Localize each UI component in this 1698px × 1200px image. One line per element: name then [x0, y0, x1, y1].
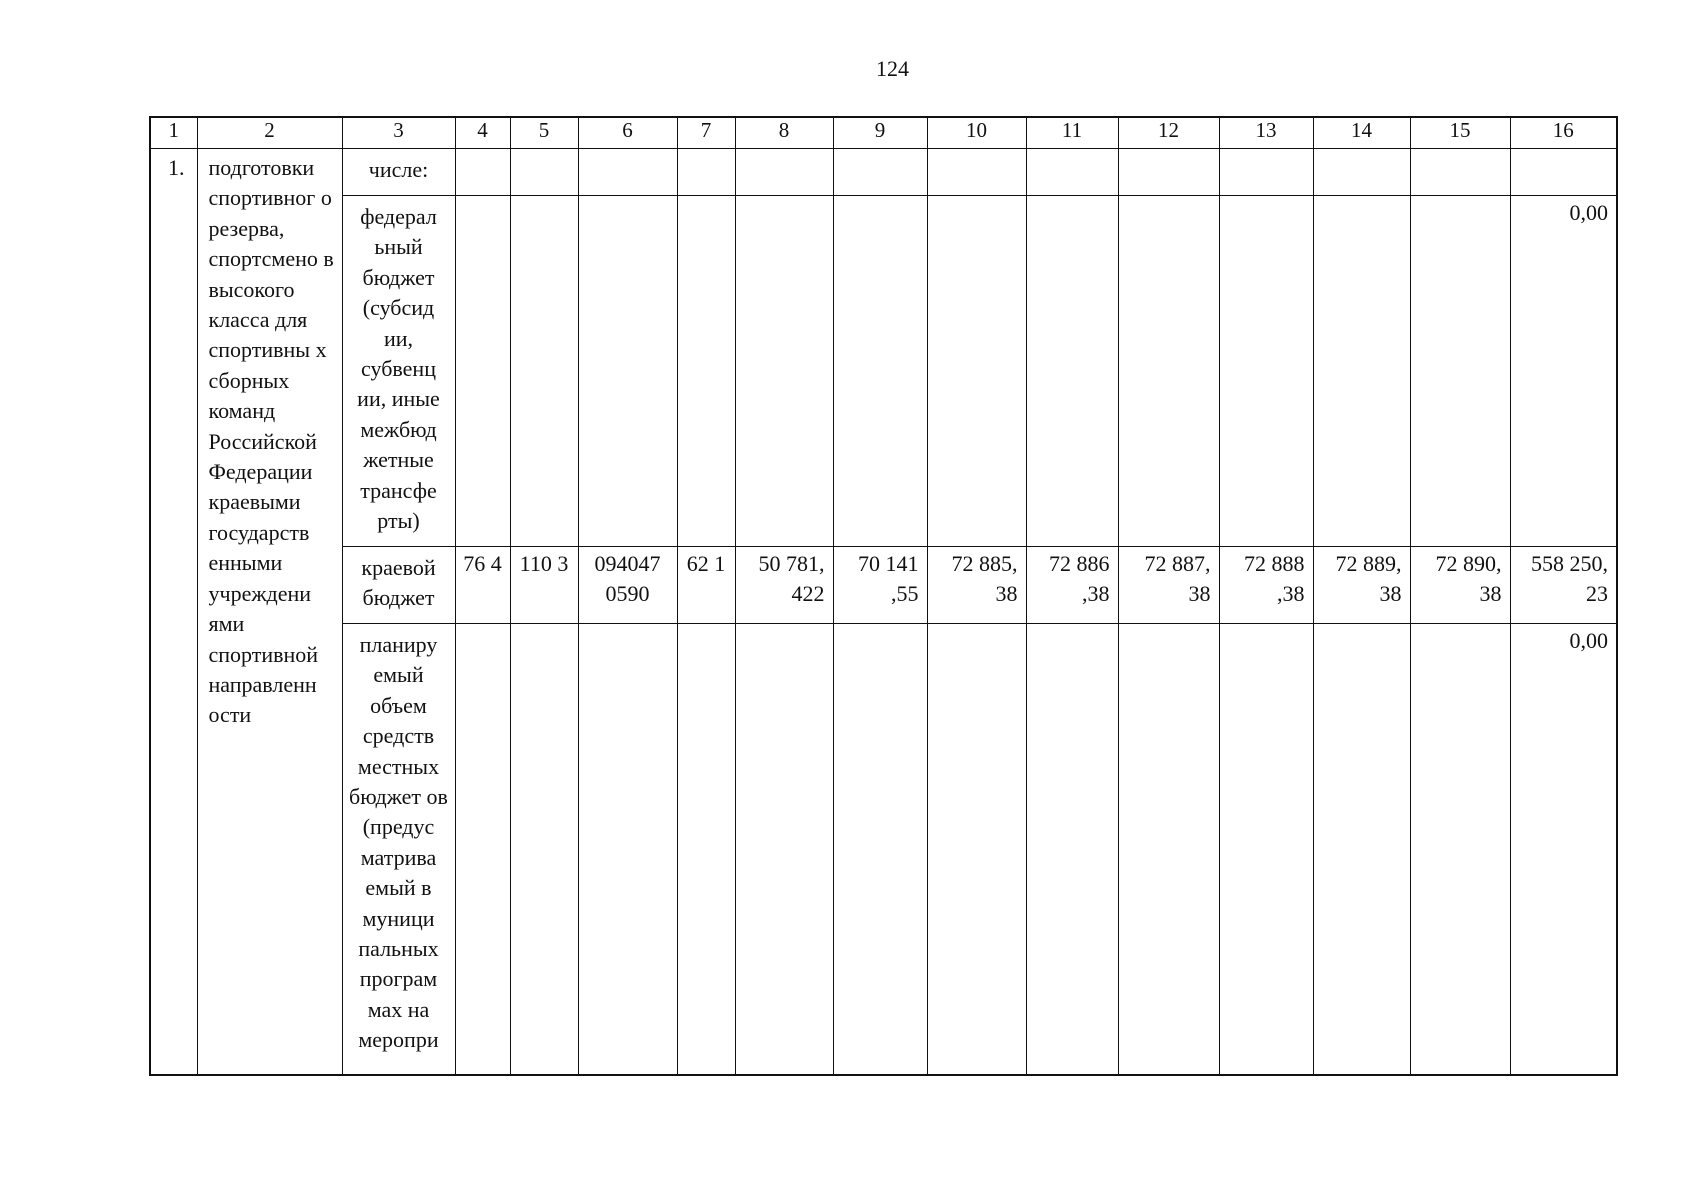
amount-value: 72 886 ,38	[1049, 551, 1110, 607]
table-row	[150, 149, 1617, 196]
amount-value: 72 889, 38	[1335, 551, 1402, 607]
amount-cell	[833, 547, 927, 624]
column-header: 1	[150, 117, 197, 149]
amount-cell	[1026, 547, 1118, 624]
column-header: 2	[197, 117, 342, 149]
source-label: федерал ьный бюджет (субсид ии, субвенц ии, иные межбюд жетные трансфе рты)	[357, 204, 440, 534]
column-header: 14	[1313, 117, 1410, 149]
amount-value: 70 141 ,55	[858, 551, 919, 607]
code-cell	[510, 547, 578, 624]
column-header: 6	[578, 117, 677, 149]
source-label: числе:	[368, 157, 429, 182]
total-cell	[1510, 547, 1617, 624]
amount-value: 72 890, 38	[1435, 551, 1502, 607]
source-label: планиру емый объем средств местных бюджет ов (предус матрива емый в муници пальных програм мах на меропри	[349, 632, 448, 1053]
total-value: 558 250, 23	[1531, 551, 1608, 607]
code-value: 110 3	[519, 551, 569, 576]
code-cell	[578, 547, 677, 624]
source-label: краевой бюджет	[361, 555, 436, 611]
amount-cell	[1313, 547, 1410, 624]
page-number: 124	[876, 56, 909, 81]
amount-cell	[735, 547, 833, 624]
column-header: 7	[677, 117, 735, 149]
column-header: 4	[455, 117, 510, 149]
amount-value: 50 781, 422	[758, 551, 825, 607]
amount-cell	[927, 547, 1026, 624]
column-number-row	[150, 117, 1617, 149]
code-cell	[677, 547, 735, 624]
table-row	[150, 624, 1617, 1076]
table-row	[150, 547, 1617, 624]
source-label-cell	[342, 149, 455, 196]
row-index: 1.	[168, 155, 185, 180]
table-row	[150, 196, 1617, 547]
amount-cell	[1410, 547, 1510, 624]
column-header: 5	[510, 117, 578, 149]
amount-cell	[1118, 547, 1219, 624]
source-label-cell	[342, 547, 455, 624]
column-header: 10	[927, 117, 1026, 149]
source-label-cell	[342, 624, 455, 1076]
total-cell	[1510, 624, 1617, 1076]
column-header: 11	[1026, 117, 1118, 149]
code-value: 76 4	[463, 551, 502, 576]
code-value: 62 1	[686, 551, 726, 576]
column-header: 12	[1118, 117, 1219, 149]
amount-value: 72 887, 38	[1144, 551, 1211, 607]
column-header: 15	[1410, 117, 1510, 149]
column-header: 16	[1510, 117, 1617, 149]
row-index-cell	[150, 149, 197, 1076]
column-header: 13	[1219, 117, 1313, 149]
amount-value: 72 888 ,38	[1244, 551, 1305, 607]
budget-table	[149, 116, 1618, 1076]
column-header: 3	[342, 117, 455, 149]
measure-name-cell	[197, 149, 342, 1076]
total-cell	[1510, 196, 1617, 547]
column-header: 8	[735, 117, 833, 149]
code-value: 094047 0590	[594, 551, 661, 607]
total-value: 0,00	[1569, 628, 1608, 653]
amount-cell	[1219, 547, 1313, 624]
code-cell	[455, 547, 510, 624]
source-label-cell	[342, 196, 455, 547]
total-value: 0,00	[1569, 200, 1608, 225]
measure-name: подготовки спортивног о резерва, спортсмено в высокого класса для спортивны х сборных команд Российской Федерации краевыми государств енными учреждени ями спортивной направленн ости	[208, 155, 334, 728]
amount-value: 72 885, 38	[951, 551, 1018, 607]
column-header: 9	[833, 117, 927, 149]
